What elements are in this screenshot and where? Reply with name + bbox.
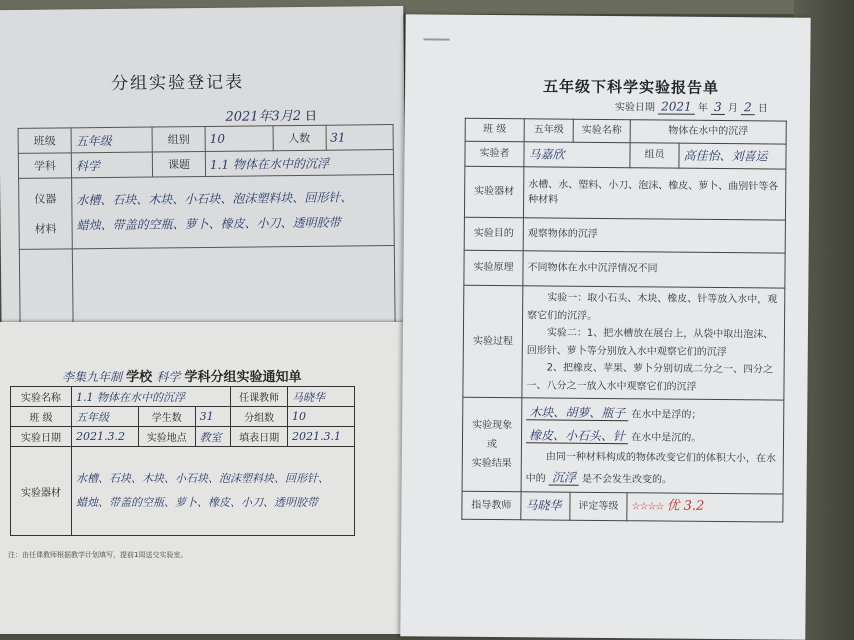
report-name-value: 物体在水中的沉浮: [630, 120, 786, 144]
notice-footnote: 注：由任课教师根据教学计划填写，提前1周送交实验室。: [8, 551, 188, 559]
report-class-label: 班 级: [465, 118, 524, 141]
record-count-value: 31: [326, 125, 394, 151]
report-equipment-value: 水槽、水、塑料、小刀、泡沫、橡皮、萝卜、曲别针等各种材料: [523, 167, 785, 220]
record-form-title: 分组实验登记表: [110, 72, 245, 94]
report-table: [461, 118, 786, 522]
report-teacher-value: 马晓华: [521, 492, 570, 520]
notice-teacher-value: 马晓华: [287, 387, 354, 407]
notice-groups-value: 10: [287, 407, 354, 427]
record-equipment-value-2: 蜡烛、带盖的空瓶、萝卜、橡皮、小刀、透明胶带: [76, 215, 341, 233]
notice-class-value: 五年级: [72, 407, 139, 427]
report-group-value: 高佳怡、刘喜运: [679, 143, 786, 170]
notice-teacher-label: 任课教师: [231, 387, 288, 407]
report-grade-label: 评定等级: [570, 493, 627, 521]
record-lesson-value: 1.1 物体在水中的沉浮: [205, 150, 393, 177]
notice-place-label: 实验地点: [138, 427, 195, 447]
notice-form-sheet: [0, 322, 410, 634]
record-subject-label: 学科: [18, 153, 71, 179]
notice-class-label: 班 级: [11, 407, 72, 427]
report-process-step-3: 2、把橡皮、苹果、萝卜分别切成二分之一、四分之一、八分之一放入水中观察它们的沉浮: [526, 362, 774, 393]
notice-equipment-value-2: 蜡烛、带盖的空瓶、萝卜、橡皮、小刀、透明胶带: [76, 496, 318, 509]
record-equipment-label-2: 材料: [34, 222, 57, 236]
report-experimenter-label: 实验者: [465, 141, 524, 167]
record-lesson-label: 课题: [152, 151, 205, 177]
report-date-month-char: 月: [727, 103, 738, 115]
report-date-year-char: 年: [697, 102, 708, 114]
notice-subject-name: 科学: [156, 370, 181, 384]
report-date-label: 实验日期: [614, 102, 655, 114]
report-date-day: 2: [741, 100, 755, 115]
record-date-day-char: 日: [304, 108, 317, 123]
record-equipment-value: [72, 174, 395, 248]
notice-equipment-value: [72, 447, 355, 536]
report-sink-text: 在水中是沉的。: [631, 432, 702, 444]
report-date-year: 2021: [658, 99, 695, 114]
report-principle-value: 不同物体在水中沉浮情况不同: [523, 251, 785, 288]
notice-fill-label: 填表日期: [231, 427, 288, 447]
notice-school-name: 李集九年制: [62, 370, 123, 384]
notice-school-char: 学校: [126, 370, 153, 385]
report-result-label: [462, 397, 522, 492]
record-form-sheet: [0, 6, 407, 335]
report-process-value: [522, 286, 785, 400]
report-purpose-value: 观察物体的沉浮: [523, 218, 785, 253]
notice-groups-label: 分组数: [231, 407, 288, 427]
report-conclusion-fill: 沉浮: [549, 470, 579, 485]
record-group-value: 10: [205, 126, 273, 152]
report-experimenter-value: 马嘉欣: [524, 141, 630, 168]
notice-fill-value: 2021.3.1: [287, 427, 354, 447]
paper-mark: [423, 38, 449, 40]
report-group-label: 组员: [630, 142, 679, 168]
report-process-step-1: 实验一：取小石头、木块、橡皮、针等放入水中，观察它们的沉浮。: [527, 292, 778, 322]
report-float-text: 在水中是浮的；: [631, 409, 702, 421]
notice-experiment-label: 实验名称: [11, 387, 72, 407]
notice-place-value: 教室: [195, 427, 231, 447]
report-conclusion-1: 由同一种材料构成的物体改变它们的体积大小，在水中的: [525, 451, 776, 485]
report-process-step-2: 实验二：1、把水槽放在展台上，从袋中取出泡沫、回形针、萝卜等分别放入水中观察它们的沉浮: [526, 327, 774, 358]
report-date-day-char: 日: [757, 103, 768, 115]
report-equipment-label: 实验器材: [464, 166, 523, 218]
notice-date-value: 2021.3.2: [72, 427, 139, 447]
record-date-value: 2021年3月2: [225, 108, 302, 125]
record-equipment-label-1: 仪器: [34, 192, 57, 206]
report-sink-items: 橡皮、小石头、针: [526, 428, 628, 444]
record-count-label: 人数: [273, 125, 326, 151]
report-result-label-1: 实验现象: [472, 420, 513, 432]
report-date: [615, 98, 768, 114]
report-conclusion-2: 是不会发生改变的。: [582, 473, 673, 486]
report-process-label: 实验过程: [463, 285, 523, 398]
report-date-month: 3: [711, 100, 725, 115]
notice-title: [62, 366, 301, 385]
record-class-label: 班级: [18, 128, 71, 154]
notice-date-label: 实验日期: [11, 427, 72, 447]
record-group-label: 组别: [152, 126, 205, 152]
record-date: [225, 105, 317, 125]
notice-title-rest: 学科分组实验通知单: [184, 370, 302, 385]
report-result-label-3: 实验结果: [471, 458, 512, 470]
report-grade-cell: [627, 493, 783, 522]
report-float-items: 木块、胡萝、瓶子: [526, 405, 628, 421]
report-conclusion: [526, 447, 779, 491]
notice-students-value: 31: [195, 407, 231, 427]
report-name-label: 实验名称: [573, 119, 630, 142]
report-float-line: [526, 401, 779, 426]
report-title: 五年级下科学实验报告单: [543, 77, 720, 97]
report-result-label-2: 或: [486, 439, 498, 451]
notice-experiment-value: 1.1 物体在水中的沉浮: [72, 387, 231, 407]
report-grade-value: 优 3.2: [666, 499, 705, 515]
grade-stars-icon: ☆☆☆☆: [631, 501, 664, 513]
record-equipment-label: [19, 178, 73, 250]
report-teacher-label: 指导教师: [462, 492, 521, 520]
notice-table: [10, 386, 355, 536]
record-class-value: 五年级: [71, 127, 152, 153]
report-sink-line: [526, 424, 779, 449]
report-purpose-label: 实验目的: [464, 217, 523, 251]
notice-students-label: 学生数: [138, 407, 195, 427]
notice-equipment-label: 实验器材: [11, 447, 72, 536]
report-result-value: [521, 398, 784, 495]
report-form-sheet: [400, 14, 810, 640]
notice-equipment-value-1: 水槽、石块、木块、小石块、泡沫塑料块、回形针、: [76, 471, 329, 485]
record-equipment-value-1: 水槽、石块、木块、小石块、泡沫塑料块、回形针、: [76, 190, 353, 208]
record-subject-value: 科学: [71, 152, 152, 178]
report-class-value: 五年级: [524, 119, 573, 142]
report-principle-label: 实验原理: [464, 250, 523, 286]
